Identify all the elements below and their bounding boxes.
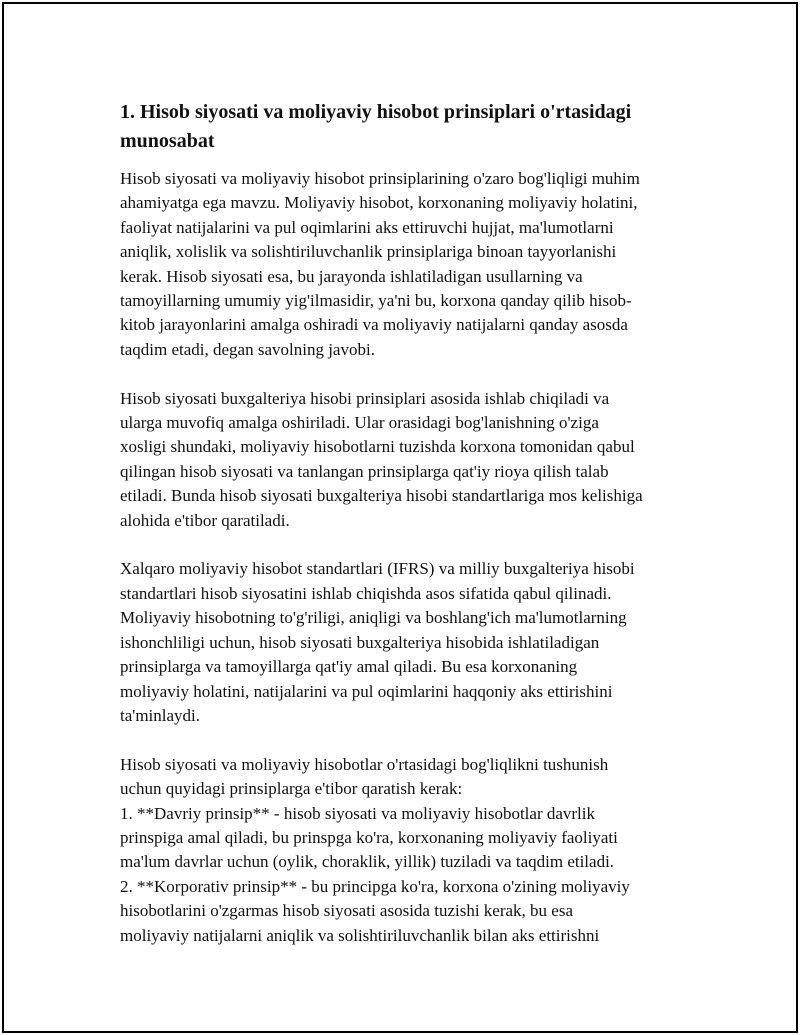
text-line: xosligi shundaki, moliyaviy hisobotlarni tuzishda korxona tomonidan qabul bbox=[120, 437, 635, 457]
text-line: Hisob siyosati va moliyaviy hisobotlar o'rtasidagi bog'liqlikni tushunish bbox=[120, 754, 609, 774]
heading-line: munosabat bbox=[120, 130, 215, 152]
text-line: Xalqaro moliyaviy hisobot standartlari (IFRS) va milliy buxgalteriya hisobi bbox=[120, 559, 635, 579]
text-line: taqdim etadi, degan savolning javobi. bbox=[120, 339, 375, 359]
text-line: hisobotlarini o'zgarmas hisob siyosati asosida tuzishi kerak, bu esa bbox=[120, 901, 574, 921]
text-line: qilingan hisob siyosati va tanlangan prinsiplarga qat'iy rioya qilish talab bbox=[120, 461, 609, 481]
heading-line: 1. Hisob siyosati va moliyaviy hisobot prinsiplari o'rtasidagi bbox=[120, 101, 632, 123]
paragraph-3 bbox=[120, 557, 690, 728]
text-line: ishonchliligi uchun, hisob siyosati buxgalteriya hisobida ishlatiladigan bbox=[120, 632, 600, 652]
text-line: kerak. Hisob siyosati esa, bu jarayonda ishlatiladigan usullarning va bbox=[120, 266, 583, 286]
text-line: etiladi. Bunda hisob siyosati buxgalteriya hisobi standartlariga mos kelishiga bbox=[120, 486, 643, 506]
paragraph-2 bbox=[120, 387, 690, 533]
list-item-line: 1. **Davriy prinsip** - hisob siyosati va moliyaviy hisobotlar davrlik bbox=[120, 803, 596, 823]
text-line: ahamiyatga ega mavzu. Moliyaviy hisobot, korxonaning moliyaviy holatini, bbox=[120, 193, 638, 213]
text-line: Hisob siyosati va moliyaviy hisobot prinsiplarining o'zaro bog'liqligi muhim bbox=[120, 169, 640, 188]
section-heading bbox=[120, 98, 690, 156]
page-frame bbox=[2, 2, 798, 1033]
text-line: aniqlik, xolislik va solishtiriluvchanlik prinsiplariga binoan tayyorlanishi bbox=[120, 242, 617, 262]
text-line: alohida e'tibor qaratiladi. bbox=[120, 510, 290, 530]
text-line: standartlari hisob siyosatini ishlab chiqishda asos sifatida qabul qilinadi. bbox=[120, 583, 612, 603]
list-item-line: 2. **Korporativ prinsip** - bu principga ko'ra, korxona o'zining moliyaviy bbox=[120, 876, 630, 896]
text-line: ta'minlaydi. bbox=[120, 705, 201, 725]
text-line: ularga muvofiq amalga oshiriladi. Ular orasidagi bog'lanishning o'ziga bbox=[120, 413, 599, 433]
paragraph-1 bbox=[120, 167, 690, 362]
text-line: moliyaviy holatini, natijalarini va pul oqimlarini haqqoniy aks ettirishini bbox=[120, 681, 613, 701]
text-line: prinspiga amal qiladi, bu prinspga ko'ra, korxonaning moliyaviy faoliyati bbox=[120, 827, 618, 847]
text-line: faoliyat natijalarini va pul oqimlarini aks ettiruvchi hujjat, ma'lumotlarni bbox=[120, 217, 614, 237]
document-body bbox=[120, 98, 690, 972]
text-line: prinsiplarga va tamoyillarga qat'iy amal qiladi. Bu esa korxonaning bbox=[120, 657, 578, 677]
text-line: kitob jarayonlarini amalga oshiradi va moliyaviy natijalarni qanday asosda bbox=[120, 315, 628, 335]
text-line: Hisob siyosati buxgalteriya hisobi prinsiplari asosida ishlab chiqiladi va bbox=[120, 388, 610, 408]
paragraph-4 bbox=[120, 753, 690, 948]
text-line: uchun quyidagi prinsiplarga e'tibor qaratish kerak: bbox=[120, 779, 463, 799]
text-line: ma'lum davrlar uchun (oylik, choraklik, yillik) tuziladi va taqdim etiladi. bbox=[120, 852, 615, 872]
text-line: tamoyillarning umumiy yig'ilmasidir, ya'ni bu, korxona qanday qilib hisob- bbox=[120, 291, 632, 311]
text-line: moliyaviy natijalarni aniqlik va solishtiriluvchanlik bilan aks ettirishni bbox=[120, 925, 600, 945]
text-line: Moliyaviy hisobotning to'g'riligi, aniqligi va boshlang'ich ma'lumotlarning bbox=[120, 608, 627, 628]
